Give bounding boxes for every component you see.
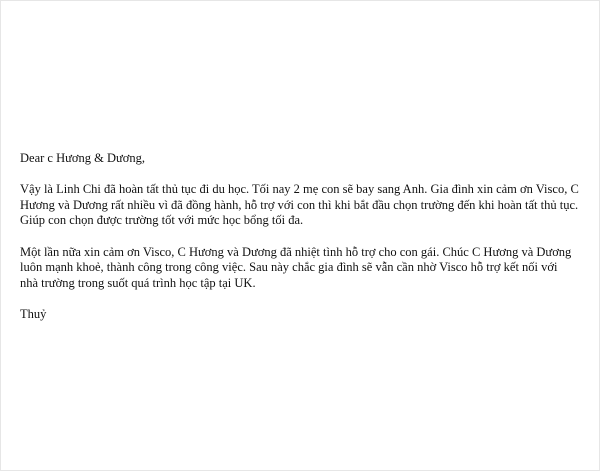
letter-greeting: Dear c Hương & Dương, (20, 151, 146, 165)
letter-body (20, 151, 586, 338)
letter-paragraph-thanks: Vậy là Linh Chi đã hoàn tất thủ tục đi du học. Tối nay 2 mẹ con sẽ bay sang Anh. Gia đình xin cảm ơn Visco, C Hương và Dương rất nhiều vì đã đồng hành, hỗ trợ với con thì khi bắt đầu chọn trường đến khi hoàn tất thủ tục. Giúp con chọn được trường tốt với mức học bổng tối đa. (20, 182, 579, 228)
letter-paragraph-wishes: Một lần nữa xin cảm ơn Visco, C Hương và Dương đã nhiệt tình hỗ trợ cho con gái. Chúc C Hương và Dương luôn mạnh khoẻ, thành công trong công việc. Sau này chắc gia đình sẽ vẫn cần nhờ Visco hỗ trợ kết nối với nhà trường trong suốt quá trình học tập tại UK. (20, 244, 572, 290)
letter-signature: Thuỷ (20, 306, 47, 321)
